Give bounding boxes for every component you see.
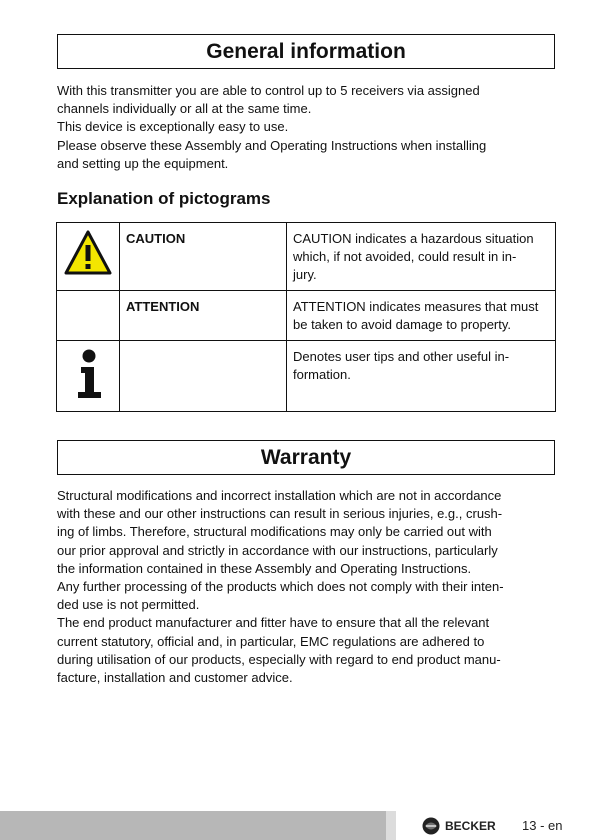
term-cell — [120, 341, 287, 412]
table-row — [57, 223, 556, 291]
warranty-title: Warranty — [57, 440, 555, 475]
text-line: Please observe these Assembly and Operating Instructions when installing — [57, 137, 487, 153]
table-row — [57, 341, 556, 412]
text-line: and setting up the equipment. — [57, 155, 229, 171]
desc-line: which, if not avoided, could result in in- — [293, 249, 517, 264]
description-cell — [287, 341, 556, 412]
table-row — [57, 291, 556, 341]
desc-line: jury. — [293, 267, 317, 282]
text-line: ded use is not permitted. — [57, 597, 200, 613]
brand-name: BECKER — [445, 819, 496, 833]
description-cell — [287, 291, 556, 341]
desc-line: formation. — [293, 367, 351, 382]
pictograms-heading: Explanation of pictograms — [57, 189, 271, 208]
desc-line: be taken to avoid damage to property. — [293, 317, 512, 332]
info-icon — [71, 349, 111, 401]
text-line: facture, installation and customer advice. — [57, 670, 293, 686]
becker-logo — [422, 817, 496, 835]
text-line: This device is exceptionally easy to use. — [57, 119, 289, 135]
text-line: channels individually or all at the same time. — [57, 101, 312, 117]
icon-cell — [57, 341, 120, 412]
icon-cell — [57, 223, 120, 291]
text-line: With this transmitter you are able to control up to 5 receivers via assigned — [57, 83, 480, 98]
text-line: with these and our other instructions can result in serious injuries, e.g., crush- — [57, 506, 503, 522]
footer-bar — [0, 811, 386, 840]
text-line: Any further processing of the products which does not comply with their inten- — [57, 579, 504, 595]
footer-bar-accent — [386, 811, 396, 840]
becker-emblem-icon — [422, 817, 440, 835]
general-information-title: General information — [57, 34, 555, 69]
text-line: during utilisation of our products, especially with regard to end product manu- — [57, 651, 501, 667]
page-number: 13 - en — [522, 818, 563, 833]
icon-cell — [57, 291, 120, 341]
term-cell: ATTENTION — [120, 291, 287, 341]
pictograms-table — [56, 222, 556, 412]
text-line: ing of limbs. Therefore, structural modifications may only be carried out with — [57, 524, 492, 540]
term-cell: CAUTION — [120, 223, 287, 291]
desc-line: ATTENTION indicates measures that must — [293, 299, 539, 314]
text-line: our prior approval and strictly in accordance with our instructions, particularly — [57, 542, 498, 558]
general-information-text — [57, 82, 557, 173]
warranty-text — [57, 487, 557, 687]
text-line: Structural modifications and incorrect installation which are not in accordance — [57, 488, 502, 503]
desc-line: CAUTION indicates a hazardous situation — [293, 231, 534, 246]
text-line: The end product manufacturer and fitter have to ensure that all the relevant — [57, 615, 490, 631]
warning-triangle-icon — [63, 229, 113, 277]
text-line: the information contained in these Assembly and Operating Instructions. — [57, 560, 472, 576]
description-cell — [287, 223, 556, 291]
desc-line: Denotes user tips and other useful in- — [293, 349, 510, 364]
text-line: current statutory, official and, in particular, EMC regulations are adhered to — [57, 633, 485, 649]
